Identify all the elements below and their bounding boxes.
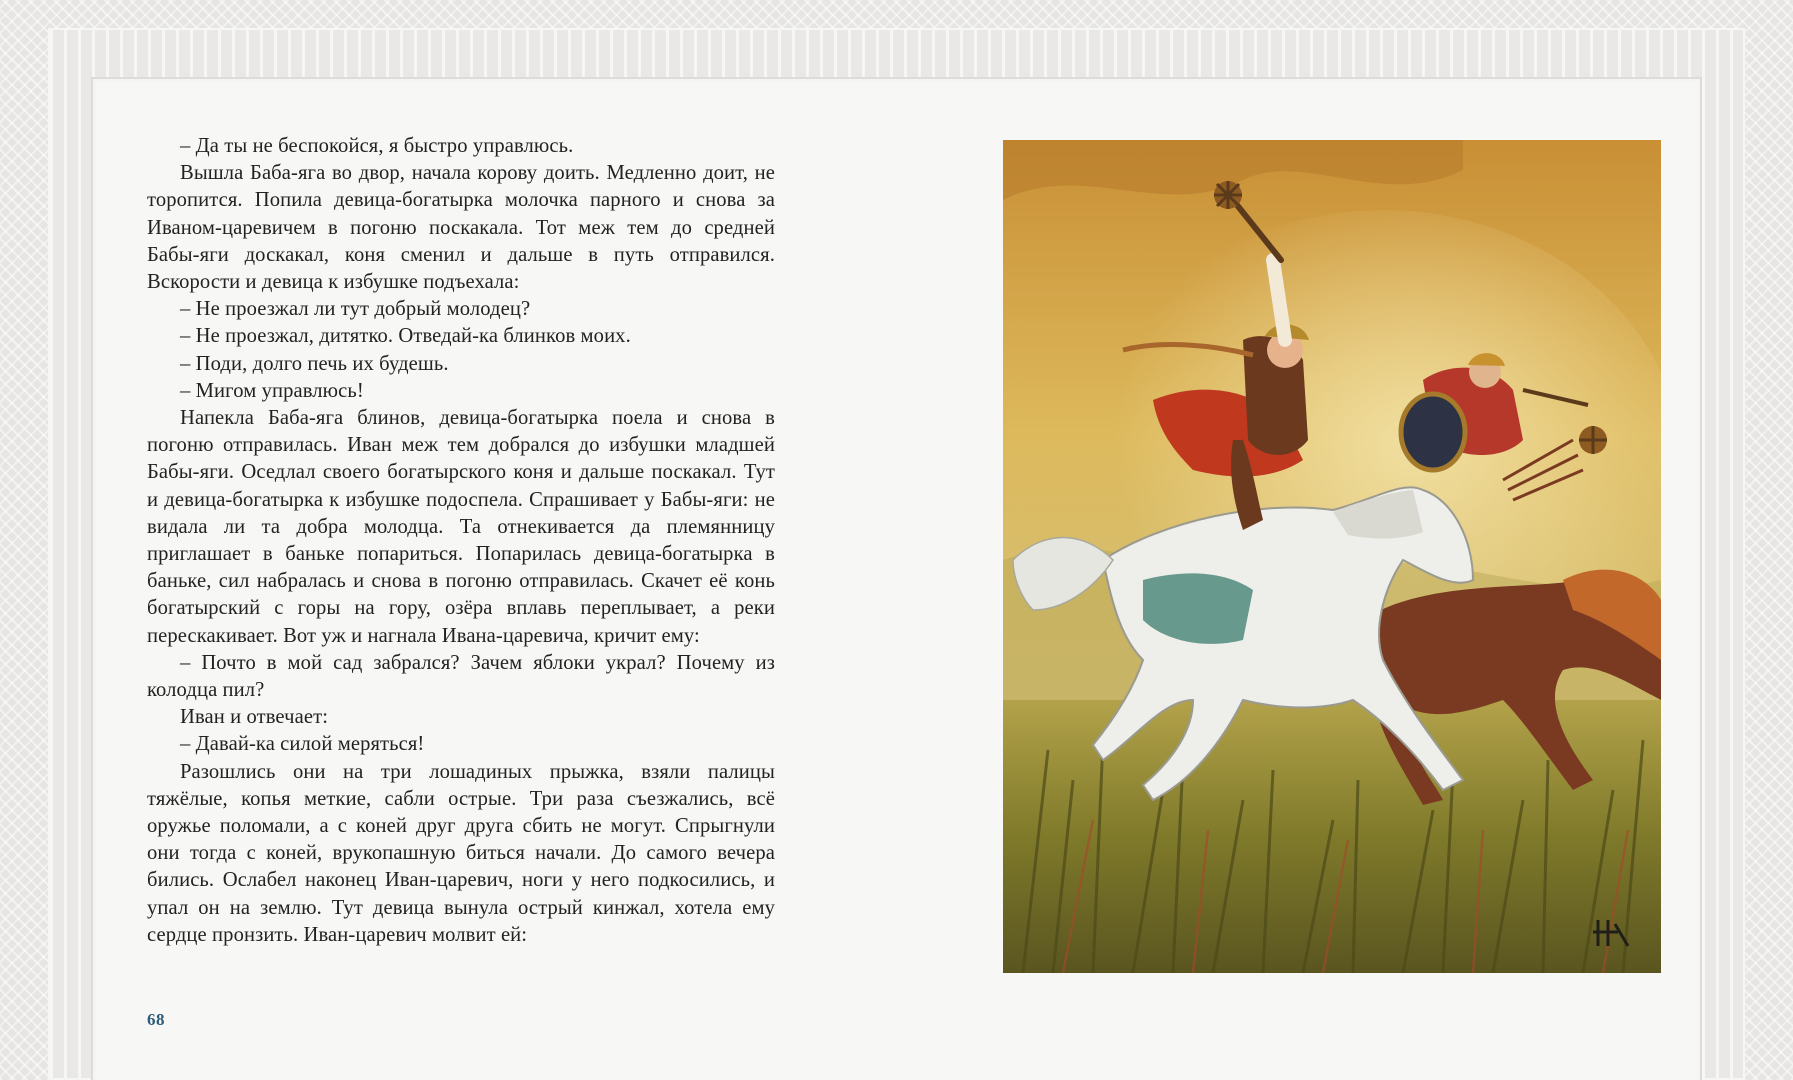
paragraph: Вышла Баба-яга во двор, начала корову доить. Медленно доит, не торопится. Попила девица-богатырка молочка парного и снова за Иваном-царевичем в погоню поскакала. Тот меж тем до средней Бабы-яги доскакал, коня сменил и дальше в путь отправился. Вскорости и девица к избушке подъехала: — [147, 162, 775, 294]
paragraph: – Почто в мой сад забрался? Зачем яблоки украл? Почему из колодца пил? — [147, 651, 775, 702]
illustration-svg — [1003, 140, 1661, 973]
paragraph: Иван и отвечает: — [180, 706, 329, 729]
paragraph: – Мигом управлюсь! — [180, 379, 364, 402]
paragraph: – Поди, долго печь их будешь. — [180, 352, 449, 375]
page-number: 68 — [147, 1010, 165, 1029]
paragraph: – Давай-ка силой меряться! — [180, 733, 425, 756]
paragraph: – Не проезжал, дитятко. Отведай-ка блинков моих. — [180, 325, 631, 348]
paragraph: – Да ты не беспокойся, я быстро управлюсь. — [180, 135, 574, 157]
horse-battle-illustration-icon — [1003, 140, 1661, 973]
paragraph: Разошлись они на три лошадиных прыжка, взяли палицы тяжёлые, копья меткие, сабли острые. Три раза съезжались, всё оружье поломали, а с коней друг друга сбить не могут. Спрыгнули они тогда с коней, врукопашную биться начали. До самого вечера бились. Ослабел наконец Иван-царевич, ноги у него подкосились, и упал он на землю. Тут девица вынула острый кинжал, хотела ему сердце пронзить. Иван-царевич молвит ей: — [147, 760, 775, 946]
paragraph: – Не проезжал ли тут добрый молодец? — [180, 298, 531, 321]
text-column — [147, 133, 775, 949]
paragraph: Напекла Баба-яга блинов, девица-богатырка поела и снова в погоню отправилась. Иван меж тем добрался до избушки младшей Бабы-яги. Оседлал своего богатырского коня и дальше поскакал. Тут и девица-богатырка к избушке подоспела. Спрашивает у Бабы-яги: не видала ли та добра молодца. Та отнекивается да племянницу приглашает в баньке попариться. Попарилась девица-богатырка в баньке, сил набралась и снова в погоню отправилась. Скачет её конь богатырский с горы на гору, озёра вплавь переплывает, а реки перескакивает. Вот уж и нагнала Ивана-царевича, кричит ему: — [147, 407, 775, 647]
